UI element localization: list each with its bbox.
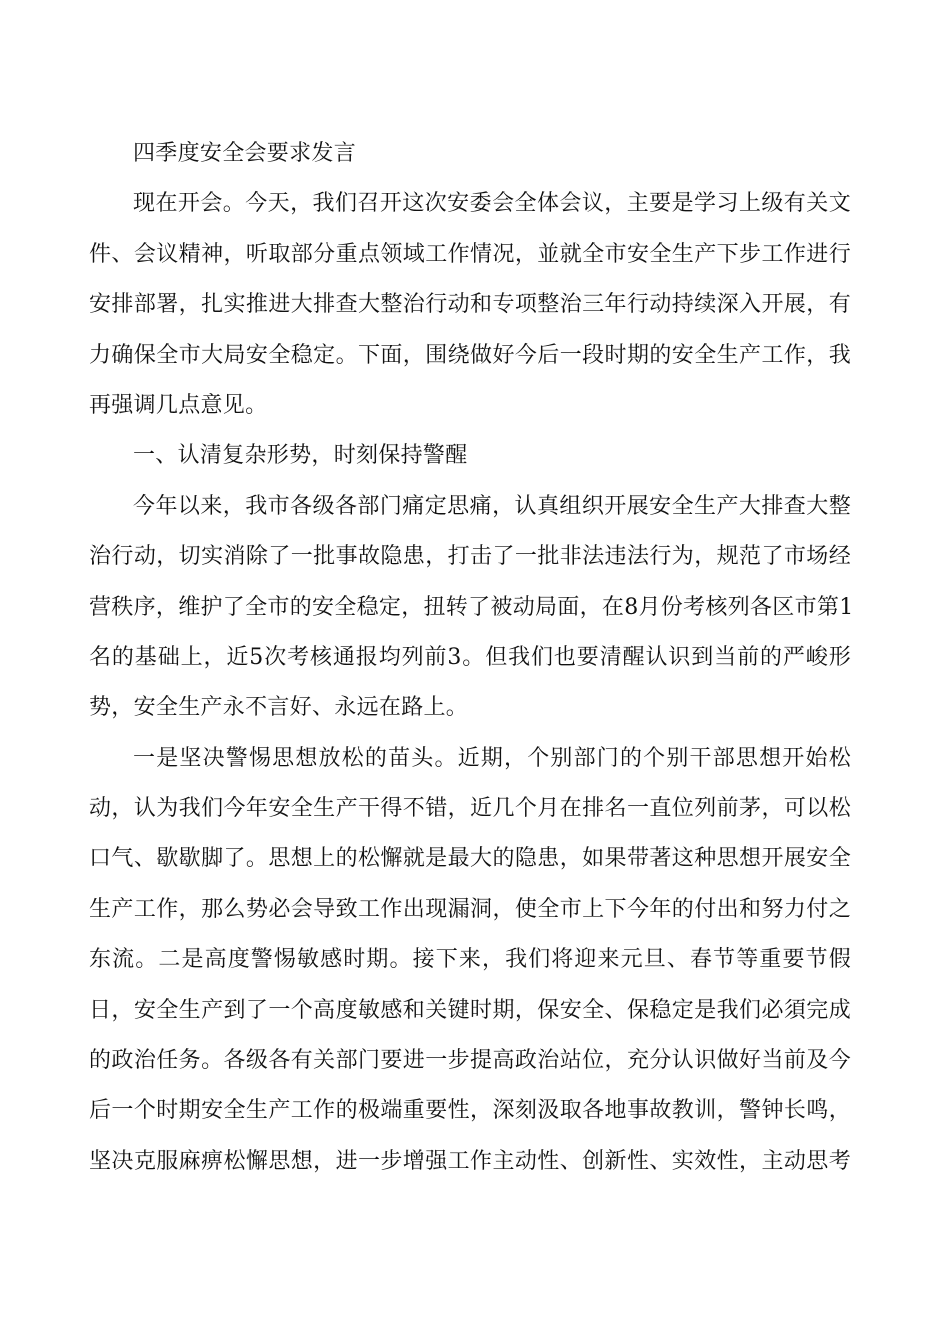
text-line: 名的基础上，近5次考核通报均列前3。但我们也要清醒认识到当前的严峻形 — [89, 644, 851, 670]
text-line: 势，安全生产永不言好、永远在路上。 — [89, 695, 469, 721]
text-line: 的政治任务。各级各有关部门要进一步提高政治站位，充分认识做好当前及今 — [89, 1048, 851, 1074]
text-line: 营秩序，维护了全市的安全稳定，扭转了被动局面，在8月份考核列各区市第1 — [89, 594, 854, 620]
section-heading-1 — [89, 431, 851, 481]
text-line: 口气、歇歇脚了。思想上的松懈就是最大的隐患，如果带著这种思想开展安全 — [89, 846, 851, 872]
paragraph-vigilance — [89, 734, 851, 1188]
text-line: 再强调几点意见。 — [89, 392, 268, 418]
text-line: 日，安全生产到了一个高度敏感和关键时期，保安全、保稳定是我们必須完成 — [89, 997, 851, 1023]
text-line: 一是坚决警惕思想放松的苗头。近期，个别部门的个别干部思想开始松 — [133, 745, 851, 771]
paragraph-opening — [89, 179, 851, 431]
text-line: 治行动，切实消除了一批事故隐患，打击了一批非法违法行为，规范了市场经 — [89, 544, 851, 570]
section-heading: 一、认清复杂形势，时刻保持警醒 — [133, 443, 468, 469]
text-line: 今年以来，我市各级各部门痛定思痛，认真组织开展安全生产大排查大整 — [133, 493, 851, 519]
paragraph-situation — [89, 482, 854, 734]
text-line: 安排部署，扎实推进大排查大整治行动和专项整治三年行动持续深入开展，有 — [89, 292, 851, 318]
text-line: 动，认为我们今年安全生产干得不错，近几个月在排名一直位列前茅，可以松 — [89, 796, 851, 822]
text-line: 坚决克服麻痹松懈思想，进一步增强工作主动性、创新性、实效性，主动思考 — [89, 1148, 851, 1174]
text-line: 东流。二是高度警惕敏感时期。接下来，我们将迎来元旦、春节等重要节假 — [89, 947, 851, 973]
text-line: 件、会议精神，听取部分重点领域工作情况，並就全市安全生产下步工作进行 — [89, 241, 851, 267]
text-line: 后一个时期安全生产工作的极端重要性，深刻汲取各地事故教训，警钟长鸣， — [89, 1098, 851, 1124]
document-title: 四季度安全会要求发言 — [133, 141, 357, 166]
document-body — [89, 129, 854, 1187]
text-line: 力确保全市大局安全稳定。下面，围绕做好今后一段时期的安全生产工作，我 — [89, 342, 851, 368]
text-line: 生产工作，那么势必会导致工作出现漏洞，使全市上下今年的付出和努力付之 — [89, 896, 851, 922]
text-line: 现在开会。今天，我们召开这次安委会全体会议，主要是学习上级有关文 — [133, 191, 851, 217]
